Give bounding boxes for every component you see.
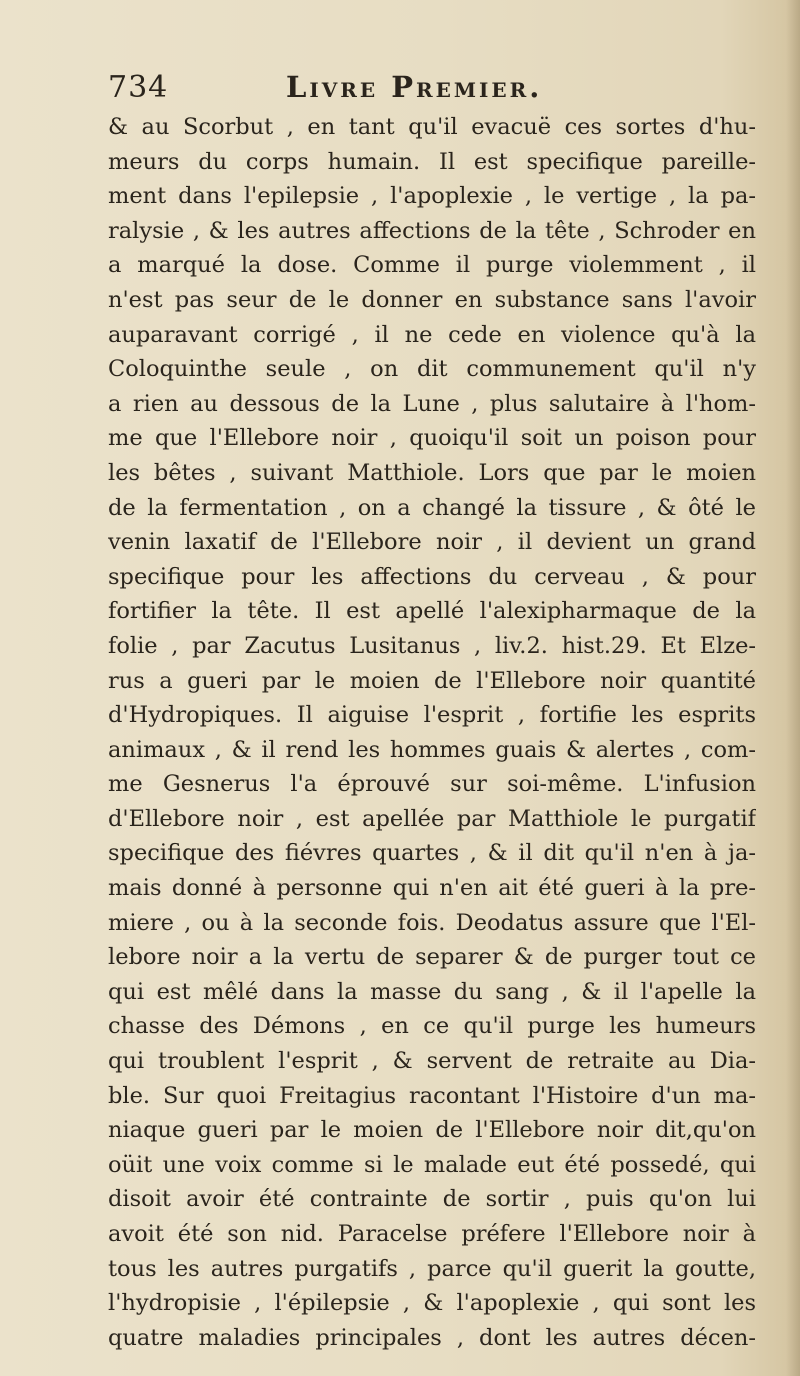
- text-line: me Gesnerus l'a éprouvé sur soi-même. L'infusion: [108, 771, 756, 798]
- text-line: specifique pour les affections du cerveau , & pour: [108, 563, 756, 590]
- text-line: d'Hydropiques. Il aiguise l'esprit , fortifie les esprits: [108, 702, 756, 729]
- text-line: Coloquinthe seule , on dit communement qu'il n'y: [108, 356, 756, 383]
- text-line: qui troublent l'esprit , & servent de retraite au Dia-: [108, 1048, 756, 1075]
- text-line: me que l'Ellebore noir , quoiqu'il soit un poison pour: [108, 425, 756, 452]
- body-text: [108, 110, 756, 1355]
- text-line: venin laxatif de l'Ellebore noir , il devient un grand: [108, 529, 756, 556]
- text-line: ralysie , & les autres affections de la tête , Schroder en: [108, 217, 756, 244]
- text-line: de la fermentation , on a changé la tissure , & ôté le: [108, 494, 756, 521]
- text-line: auparavant corrigé , il ne cede en violence qu'à la: [108, 321, 756, 348]
- page-edge-shadow: [786, 0, 800, 1376]
- text-line: d'Ellebore noir , est apellée par Matthiole le purgatif: [108, 805, 756, 832]
- text-line: lebore noir a la vertu de separer & de purger tout ce: [108, 944, 756, 971]
- text-line: chasse des Démons , en ce qu'il purge les humeurs: [108, 1013, 756, 1040]
- text-line: l'hydropisie , l'épilepsie , & l'apoplexie , qui sont les: [108, 1290, 756, 1317]
- text-line: ment dans l'epilepsie , l'apoplexie , le vertige , la pa-: [108, 183, 756, 210]
- text-line: avoit été son nid. Paracelse préfere l'Ellebore noir à: [108, 1221, 756, 1247]
- text-line: les bêtes , suivant Matthiole. Lors que par le moien: [108, 459, 756, 486]
- text-line: n'est pas seur de le donner en substance sans l'avoir: [108, 286, 756, 313]
- text-line: specifique des fiévres quartes , & il dit qu'il n'en à ja-: [108, 840, 756, 867]
- text-line: meurs du corps humain. Il est specifique pareille-: [108, 148, 756, 175]
- page-header: [108, 70, 748, 114]
- text-line: oüit une voix comme si le malade eut été possedé, qui: [108, 1151, 756, 1178]
- text-line: qui est mêlé dans la masse du sang , & il l'apelle la: [108, 978, 756, 1005]
- text-line: animaux , & il rend les hommes guais & alertes , com-: [108, 736, 756, 763]
- page-number: 734: [108, 70, 169, 105]
- text-line: a rien au dessous de la Lune , plus salutaire à l'hom-: [108, 390, 756, 417]
- text-line: quatre maladies principales , dont les autres décen-: [108, 1324, 756, 1351]
- running-head: Livre Premier.: [286, 70, 543, 104]
- text-line: & au Scorbut , en tant qu'il evacuë ces sortes d'hu-: [108, 114, 756, 140]
- text-line: niaque gueri par le moien de l'Ellebore noir dit,qu'on: [108, 1117, 756, 1144]
- text-line: a marqué la dose. Comme il purge violemment , il: [108, 252, 756, 279]
- text-line: folie , par Zacutus Lusitanus , liv.2. hist.29. Et Elze-: [108, 632, 756, 659]
- text-line: fortifier la tête. Il est apellé l'alexipharmaque de la: [108, 598, 756, 625]
- text-line: mais donné à personne qui n'en ait été gueri à la pre-: [108, 875, 756, 902]
- text-line: ble. Sur quoi Freitagius racontant l'Histoire d'un ma-: [108, 1082, 756, 1109]
- text-line: tous les autres purgatifs , parce qu'il guerit la goutte,: [108, 1255, 756, 1282]
- text-line: disoit avoir été contrainte de sortir , puis qu'on lui: [108, 1186, 756, 1213]
- text-line: miere , ou à la seconde fois. Deodatus assure que l'El-: [108, 909, 756, 936]
- text-line: rus a gueri par le moien de l'Ellebore noir quantité: [108, 667, 756, 694]
